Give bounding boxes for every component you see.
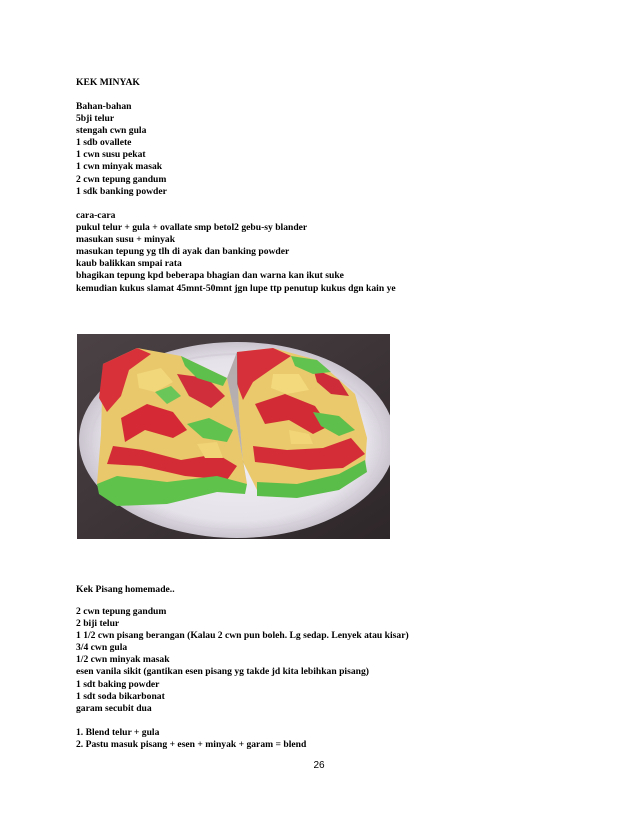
ingredient-line: 1 sdb ovallete bbox=[76, 137, 132, 149]
recipe-title-kek-pisang: Kek Pisang homemade.. bbox=[76, 584, 175, 595]
recipe-title-kek-minyak: KEK MINYAK bbox=[76, 77, 140, 88]
rainbow-cake-photo bbox=[77, 334, 390, 539]
ingredient-line: stengah cwn gula bbox=[76, 125, 147, 137]
ingredient-line: 1 sdt soda bikarbonat bbox=[76, 690, 165, 702]
ingredient-line: 2 biji telur bbox=[76, 618, 120, 630]
ingredient-line: 3/4 cwn gula bbox=[76, 642, 128, 654]
ingredient-line: 1 sdt baking powder bbox=[76, 678, 160, 690]
method-line: bhagikan tepung kpd beberapa bhagian dan warna kan ikut suke bbox=[76, 270, 344, 282]
recipe2-steps bbox=[76, 727, 306, 751]
method-line: masukan tepung yg tlh di ayak dan banking powder bbox=[76, 246, 290, 258]
recipe2-title-block bbox=[76, 584, 175, 596]
recipe1-ingredients bbox=[76, 101, 167, 198]
recipe1-method bbox=[76, 210, 396, 295]
step-line: 2. Pastu masuk pisang + esen + minyak + garam = blend bbox=[76, 739, 307, 751]
method-line: pukul telur + gula + ovallate smp betol2 gebu-sy blander bbox=[76, 222, 308, 234]
ingredient-line: 1 cwn minyak masak bbox=[76, 161, 163, 173]
ingredient-line: 1/2 cwn minyak masak bbox=[76, 654, 170, 666]
ingredient-line: 5bji telur bbox=[76, 113, 115, 125]
ingredient-line: 2 cwn tepung gandum bbox=[76, 173, 167, 185]
method-heading: cara-cara bbox=[76, 210, 116, 221]
method-line: kaub balikkan smpai rata bbox=[76, 258, 182, 270]
page-number: 26 bbox=[313, 760, 325, 771]
ingredients-heading: Bahan-bahan bbox=[76, 101, 132, 112]
ingredient-line: 1 sdk banking powder bbox=[76, 185, 167, 197]
method-line: masukan susu + minyak bbox=[76, 234, 176, 246]
ingredient-line: esen vanila sikit (gantikan esen pisang yg takde jd kita lebihkan pisang) bbox=[76, 666, 369, 678]
step-line: 1. Blend telur + gula bbox=[76, 727, 160, 738]
recipe2-ingredients bbox=[76, 606, 409, 715]
ingredient-line: garam secubit dua bbox=[76, 702, 152, 714]
ingredient-line: 1 cwn susu pekat bbox=[76, 149, 146, 161]
ingredient-line: 1 1/2 cwn pisang berangan (Kalau 2 cwn pun boleh. Lg sedap. Lenyek atau kisar) bbox=[76, 630, 409, 642]
method-line: kemudian kukus slamat 45mnt-50mnt jgn lupe ttp penutup kukus dgn kain ye bbox=[76, 282, 396, 294]
ingredient-line: 2 cwn tepung gandum bbox=[76, 606, 167, 617]
